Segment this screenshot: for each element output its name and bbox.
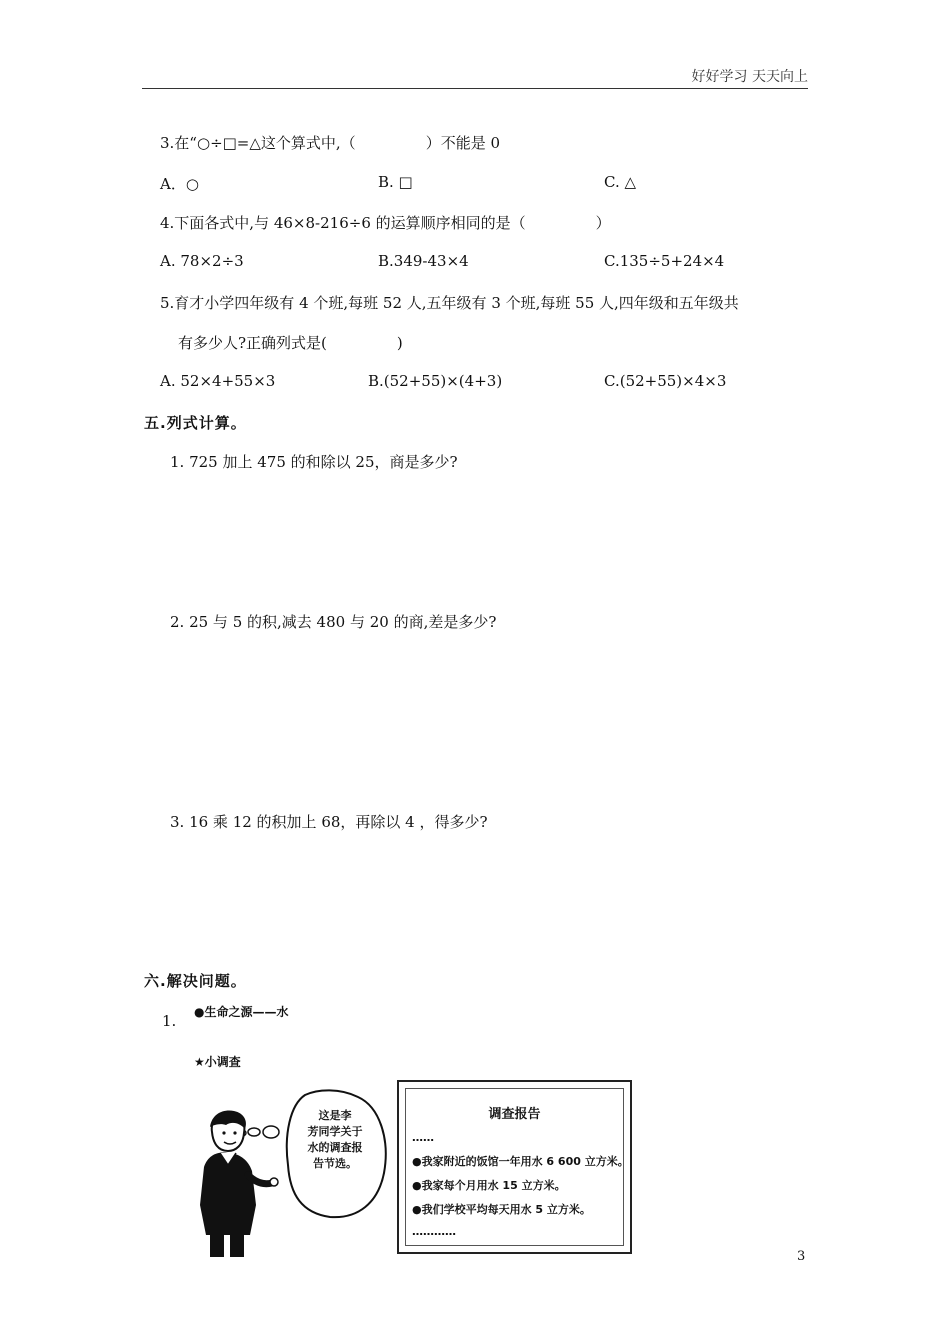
survey-heading: ★小调查: [194, 1055, 241, 1069]
question-4-text: 4.下面各式中,与 46×8-216÷6 的运算顺序相同的是（: [160, 214, 526, 232]
question-3-tail: ）不能是 0: [425, 134, 500, 152]
bubble-line-2: 芳同学关于: [307, 1125, 363, 1138]
question-3-option-c: C. △: [604, 173, 637, 191]
section-6-title: 六.解决问题。: [144, 972, 247, 990]
question-5-line-2: [178, 332, 403, 353]
question-5-option-a: A. 52×4+55×3: [160, 372, 276, 390]
topic-heading: ●生命之源——水: [194, 1005, 289, 1019]
section-5-item-3: 3. 16 乘 12 的积加上 68，再除以 4 ，得多少?: [170, 813, 488, 831]
question-3: [160, 132, 500, 153]
section-5-item-2: 2. 25 与 5 的积,减去 480 与 20 的商,差是多少?: [170, 613, 497, 631]
question-4-tail: ）: [595, 214, 611, 232]
bubble-line-3: 水的调查报: [307, 1141, 363, 1154]
report-line-5: …………: [412, 1225, 456, 1238]
question-5-line-1: 5.育才小学四年级有 4 个班,每班 52 人,五年级有 3 个班,每班 55 人,四年级和五年级共: [160, 294, 739, 312]
survey-report-box: [397, 1080, 632, 1254]
question-4-option-c: C.135÷5+24×4: [604, 252, 725, 270]
section-5-title: 五.列式计算。: [144, 414, 247, 432]
thought-dot-medium-icon: [248, 1128, 260, 1136]
survey-report-inner-frame: [405, 1088, 629, 1246]
question-4-option-b: B.349-43×4: [378, 252, 469, 270]
report-line-4: ●我们学校平均每天用水 5 立方米。: [412, 1203, 591, 1216]
question-5-text: 有多少人?正确列式是(: [178, 334, 327, 352]
question-3-text: 3.在“○÷□=△这个算式中,（: [160, 134, 356, 152]
bubble-line-4: 告节选。: [313, 1157, 357, 1170]
report-line-1: ……: [412, 1131, 434, 1144]
header-motto: 好好学习 天天向上: [691, 69, 808, 85]
bubble-text: [295, 1108, 375, 1172]
section-5-item-1: 1. 725 加上 475 的和除以 25，商是多少?: [170, 453, 458, 471]
section-6-item-number: 1.: [162, 1012, 177, 1030]
question-3-option-a: A．○: [160, 175, 199, 193]
thought-dot-large-icon: [263, 1126, 279, 1138]
page-number: 3: [797, 1249, 806, 1264]
header-rule: [142, 88, 808, 89]
question-4: [160, 212, 611, 233]
question-5-option-b: B.(52+55)×(4+3): [368, 372, 503, 390]
report-line-2: ●我家附近的饭馆一年用水 6 600 立方米。: [412, 1155, 629, 1168]
report-title: 调查报告: [488, 1107, 541, 1122]
question-5-tail: ): [396, 334, 403, 352]
report-line-3: ●我家每个月用水 15 立方米。: [412, 1179, 566, 1192]
question-5-option-c: C.(52+55)×4×3: [604, 372, 727, 390]
question-4-option-a: A. 78×2÷3: [160, 252, 244, 270]
bubble-line-1: 这是李: [318, 1109, 352, 1122]
question-3-option-b: B. □: [378, 173, 413, 191]
